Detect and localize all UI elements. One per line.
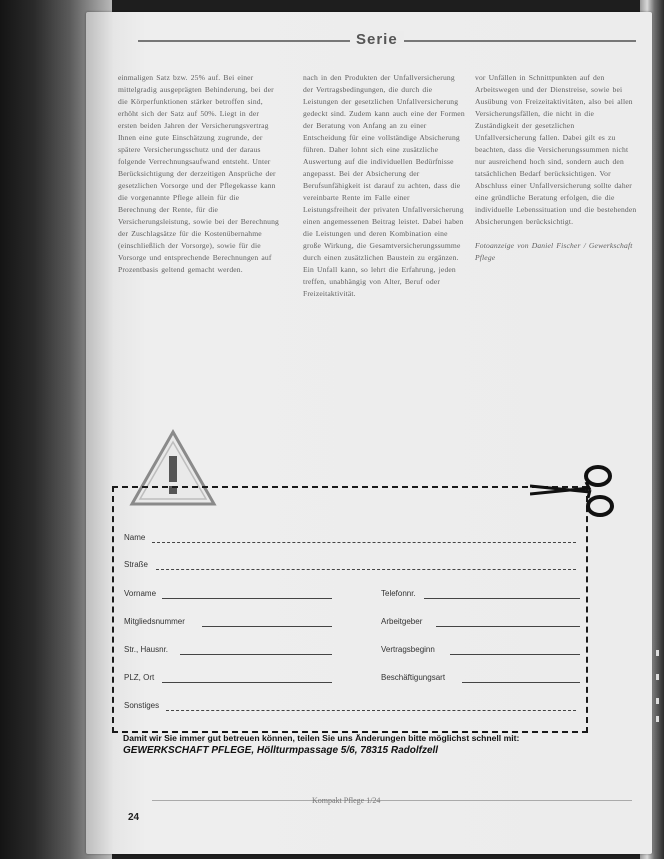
article-column-1: [118, 72, 280, 276]
vorname-field[interactable]: [162, 598, 332, 599]
sonstiges-label: Sonstiges: [124, 701, 160, 710]
section-label: Serie: [350, 31, 404, 48]
scissors-icon: [530, 464, 616, 524]
column-1-text: einmaligen Satz bzw. 25% auf. Bei einer mittelgradig ausgeprägten Behinderung, bei der die Körperfunktionen stärker betroffen sind, erhöht sich der Satz auf 50%. Liegt in der ersten beiden Jahren der Versicherungsvertrag Ihnen eine gute Einschätzung zugrunde, der spätere Versicherungsschutz und der daraus folgende Verrechnungsaufwand entsteht. Unter Berücksichtigung der derzeitigen Ansprüche der gesetzlichen Vorsorge und der Pflegekasse kann die vorgenannte Pflege allein für die Berechnung der Rente, für die Versicherungsleistung, sowie bei der Berechnung der Zuschlagsätze für die Kostenübernahme (einschließlich der Vorsorge), sowie für die Vorsorge und entsprechende Berechnungen auf Prozentbasis geltend gemacht werden.: [118, 73, 279, 274]
name-label: Name: [124, 533, 146, 542]
name-field[interactable]: [152, 542, 576, 543]
strasse-field[interactable]: [156, 569, 576, 570]
beschaeftigungsart-field[interactable]: [462, 682, 580, 683]
change-notice: Damit wir Sie immer gut betreuen können, teilen Sie uns Änderungen bitte möglichst schnell mit:: [123, 733, 520, 743]
str-hausnr-label: Str., Hausnr.: [124, 645, 169, 654]
strasse-label: Straße: [124, 560, 149, 569]
vertragsbeginn-label: Vertragsbeginn: [381, 645, 435, 654]
plz-ort-field[interactable]: [162, 682, 332, 683]
mitgliedsnummer-field[interactable]: [202, 626, 332, 627]
mitgliedsnummer-label: Mitgliedsnummer: [124, 617, 185, 626]
str-hausnr-field[interactable]: [180, 654, 332, 655]
page-edge-marks: [656, 650, 662, 730]
coupon-form: [112, 486, 588, 733]
page-number: 24: [128, 812, 140, 823]
telefon-label: Telefonnr.: [381, 589, 416, 598]
arbeitgeber-field[interactable]: [436, 626, 580, 627]
footer-rule: [152, 800, 632, 801]
vertragsbeginn-field[interactable]: [450, 654, 580, 655]
telefon-field[interactable]: [424, 598, 580, 599]
publication-title: Kompakt Pflege 1/24: [312, 796, 381, 805]
article-column-2: [303, 72, 465, 300]
article-column-3: [475, 72, 637, 264]
article-columns: [118, 72, 638, 332]
beschaeftigungsart-label: Beschäftigungsart: [381, 673, 446, 682]
column-3-text: vor Unfällen in Schnittpunkten auf den Arbeitswegen und der Dienstreise, sowie bei Ausübung von Freizeitaktivitäten, also bei allen Versicherungsfällen, die nicht in die Zuständigkeit der gesetzlichen Unfallversicherung fallen. Dabei gilt es zu beachten, dass die Versicherungssummen nicht nur ausreichend hoch sind, sondern auch den tatsächlichen Bedarf berücksichtigen. Vor Abschluss einer Unfallversicherung sollte daher eine gründliche Beratung erfolgen, die die individuelle Lebenssituation und die bestehenden Absicherungen berücksichtigt.: [475, 73, 637, 226]
vorname-label: Vorname: [124, 589, 157, 598]
photo-credit: Fotoanzeige von Daniel Fischer / Gewerkschaft Pflege: [475, 241, 633, 262]
union-address: GEWERKSCHAFT PFLEGE, Höllturmpassage 5/6, 78315 Radolfzell: [123, 745, 439, 756]
sonstiges-field[interactable]: [166, 710, 576, 711]
arbeitgeber-label: Arbeitgeber: [381, 617, 423, 626]
plz-ort-label: PLZ, Ort: [124, 673, 155, 682]
column-2-text: nach in den Produkten der Unfallversicherung der Vertragsbedingungen, die durch die Leistungen der gesetzlichen Unfallversicherung gedeckt sind. Zudem kann auch eine der Formen der Beratung von Anfang an zu einer Entscheidung für eine vollständige Absicherung führen. Daher lohnt sich eine zusätzliche Auswertung auf die individuellen Bedürfnisse angepasst. Bei der Absicherung der Berufsunfähigkeit ist darauf zu achten, dass die vereinbarte Rente im Falle einer Leistungsfreiheit der privaten Unfallversicherung einen angemessenen Beitrag leistet. Dabei haben die Leistungen und deren Kombination eine große Wirkung, die Gesamtversicherungssumme durch einen zusätzlichen Baustein zu ergänzen. Ein Unfall kann, so lehrt die Erfahrung, jeden treffen, unabhängig von Alter, Beruf oder Freizeitaktivität.: [303, 73, 465, 298]
